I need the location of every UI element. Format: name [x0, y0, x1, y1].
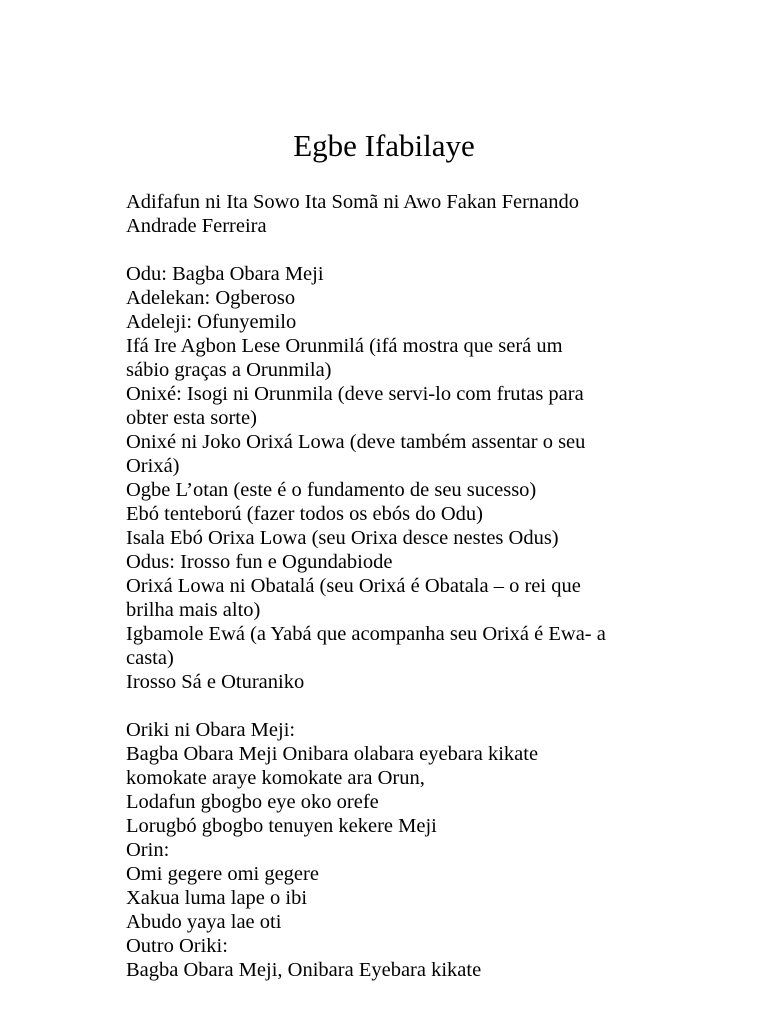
text-line: komokate araye komokate ara Orun,	[126, 767, 425, 789]
text-line: Lorugbó gbogbo tenuyen kekere Meji	[126, 815, 437, 837]
text-line: Onixé: Isogi ni Orunmila (deve servi-lo com frutas para	[126, 383, 584, 405]
text-line: Andrade Ferreira	[126, 215, 267, 237]
text-line: Odu: Bagba Obara Meji	[126, 263, 324, 285]
document-body	[126, 190, 686, 982]
text-line: Orixá)	[126, 455, 180, 477]
text-line: Isala Ebó Orixa Lowa (seu Orixa desce nestes Odus)	[126, 527, 559, 549]
text-line: Adeleji: Ofunyemilo	[126, 311, 297, 333]
text-line: Odus: Irosso fun e Ogundabiode	[126, 551, 393, 573]
text-line: Bagba Obara Meji, Onibara Eyebara kikate	[126, 959, 482, 981]
text-line: Outro Oriki:	[126, 935, 228, 957]
document-title: Egbe Ifabilaye	[293, 128, 475, 163]
blank-line	[126, 694, 686, 718]
text-line: Lodafun gbogbo eye oko orefe	[126, 791, 379, 813]
text-line: Oriki ni Obara Meji:	[126, 719, 296, 741]
text-line: Adifafun ni Ita Sowo Ita Somã ni Awo Fakan Fernando	[126, 191, 580, 213]
text-line: Onixé ni Joko Orixá Lowa (deve também assentar o seu	[126, 431, 586, 453]
text-line: casta)	[126, 647, 174, 669]
text-line: Ogbe L’otan (este é o fundamento de seu sucesso)	[126, 479, 537, 501]
text-line: brilha mais alto)	[126, 599, 261, 621]
text-line: Abudo yaya lae oti	[126, 911, 282, 933]
text-line: Orin:	[126, 839, 170, 861]
text-line: Ifá Ire Agbon Lese Orunmilá (ifá mostra que será um	[126, 335, 563, 357]
text-line: Igbamole Ewá (a Yabá que acompanha seu Orixá é Ewa- a	[126, 623, 606, 645]
text-line: sábio graças a Orunmila)	[126, 359, 332, 381]
text-line: Irosso Sá e Oturaniko	[126, 671, 305, 693]
text-line: Omi gegere omi gegere	[126, 863, 319, 885]
text-line: Orixá Lowa ni Obatalá (seu Orixá é Obatala – o rei que	[126, 575, 581, 597]
text-line: Ebó tenteború (fazer todos os ebós do Odu)	[126, 503, 483, 525]
text-line: Bagba Obara Meji Onibara olabara eyebara kikate	[126, 743, 539, 765]
text-line: obter esta sorte)	[126, 407, 257, 429]
blank-line	[126, 238, 686, 262]
text-line: Adelekan: Ogberoso	[126, 287, 296, 309]
text-line: Xakua luma lape o ibi	[126, 887, 308, 909]
